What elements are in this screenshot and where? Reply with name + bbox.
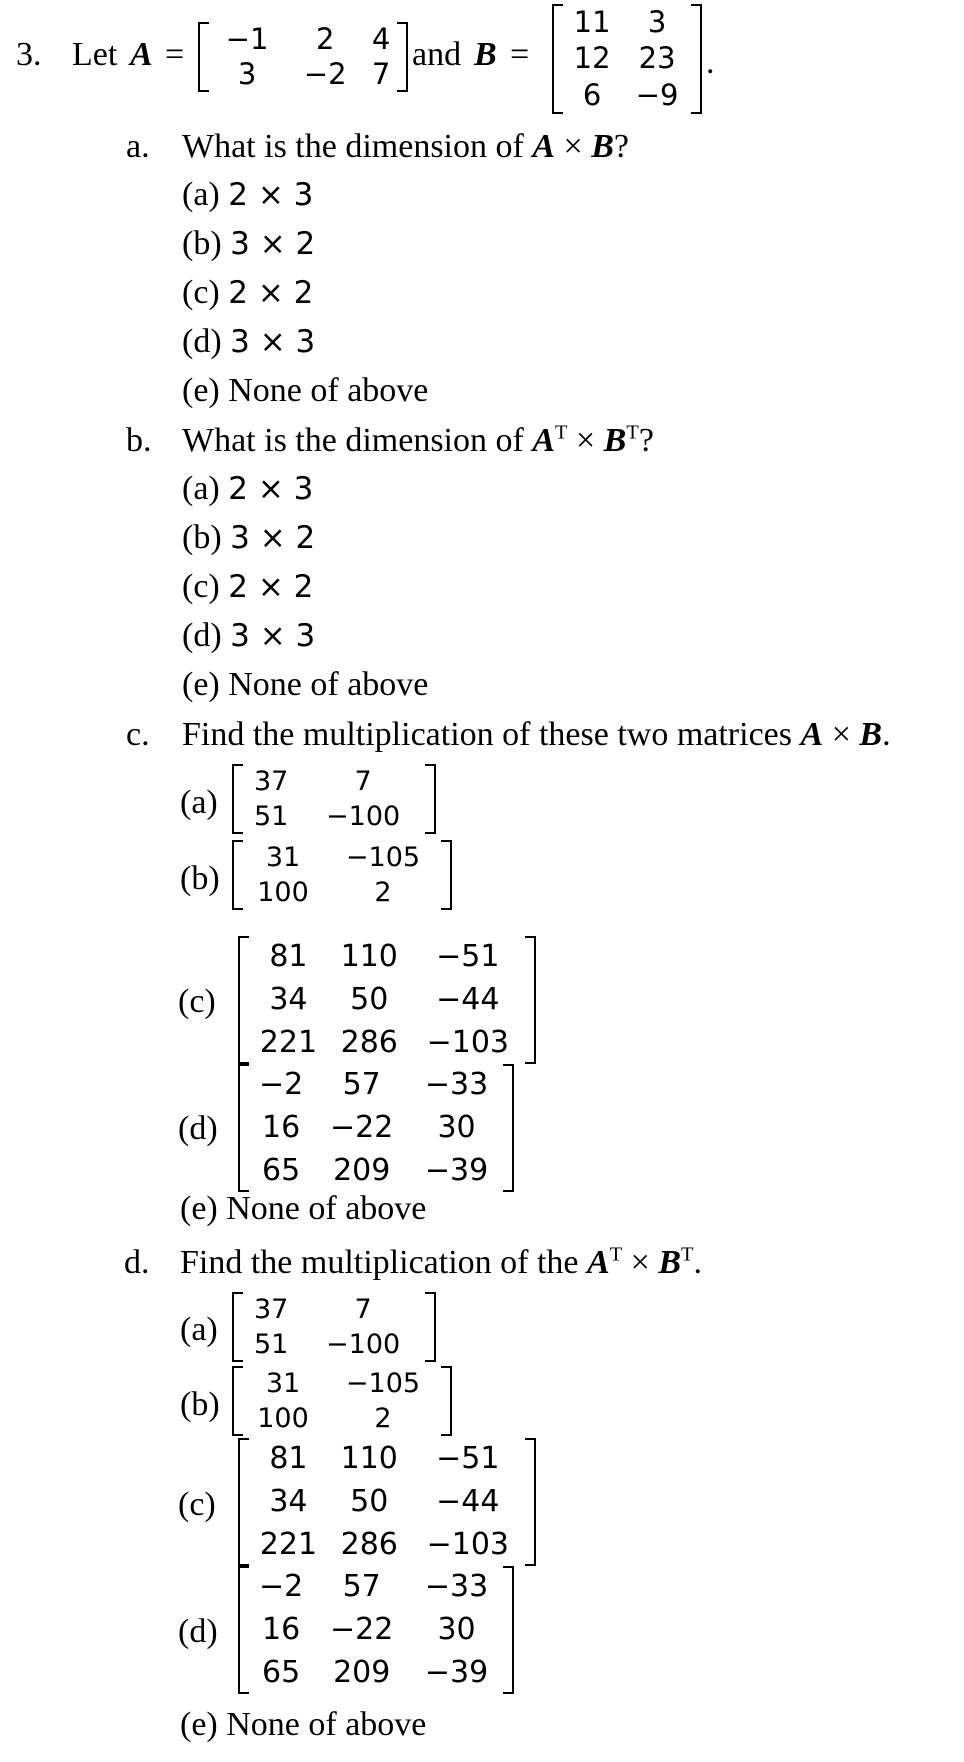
option-label: (a) bbox=[182, 470, 220, 507]
matrix-cell: 37 bbox=[253, 766, 289, 797]
expr-A: A bbox=[532, 128, 556, 165]
option-value: 3 × 3 bbox=[230, 618, 316, 654]
expr-A: A bbox=[587, 1244, 610, 1281]
matrix-cell: 110 bbox=[340, 939, 398, 975]
matrix-cell: 7 bbox=[354, 1294, 372, 1325]
matrix-cell: −33 bbox=[424, 1067, 489, 1103]
times-sign: × bbox=[831, 716, 851, 753]
option-label: (a) bbox=[182, 176, 220, 213]
matrix-cell: 57 bbox=[342, 1067, 381, 1103]
matrix-cell: 81 bbox=[269, 1441, 308, 1477]
matrix-cell: 16 bbox=[262, 1611, 301, 1647]
transpose-sup: T bbox=[555, 421, 568, 444]
matrix-cell: −44 bbox=[436, 981, 500, 1017]
part-d-question bbox=[180, 1244, 702, 1282]
matrix-cell: −1 bbox=[225, 22, 269, 56]
option-label: (e) bbox=[180, 1190, 218, 1227]
option-label: (d) bbox=[182, 617, 222, 654]
expr-B: B bbox=[658, 1244, 682, 1281]
matrix-cell: 31 bbox=[265, 1368, 301, 1399]
option-label: (b) bbox=[180, 1386, 220, 1423]
option-value: 2 × 3 bbox=[228, 177, 314, 213]
equals-sign: = bbox=[510, 36, 530, 73]
option-label: (b) bbox=[180, 860, 220, 897]
part-b-question bbox=[182, 422, 654, 460]
times-sign: × bbox=[563, 128, 583, 165]
option-matrix-d bbox=[238, 1064, 514, 1192]
option-value: 2 × 2 bbox=[228, 275, 314, 311]
matrix-cell: −39 bbox=[424, 1654, 489, 1690]
option-label: (e) bbox=[180, 1706, 218, 1743]
matrix-cell: 286 bbox=[340, 1526, 398, 1562]
option-value: 2 × 3 bbox=[228, 471, 314, 507]
expr-A: A bbox=[800, 716, 824, 753]
part-b-option bbox=[182, 617, 315, 655]
let-label: Let bbox=[72, 36, 118, 73]
matrix-A bbox=[198, 22, 408, 92]
matrix-cell: 34 bbox=[269, 981, 308, 1017]
option-matrix-a bbox=[232, 764, 436, 834]
option-label: (b) bbox=[182, 519, 222, 556]
transpose-sup: T bbox=[626, 421, 639, 444]
part-d-letter: d. bbox=[124, 1244, 150, 1281]
option-label: (c) bbox=[178, 983, 216, 1020]
matrix-cell: 2 bbox=[374, 877, 392, 908]
option-label: (c) bbox=[182, 568, 220, 605]
part-d-option-e bbox=[180, 1706, 426, 1744]
option-matrix-b bbox=[232, 840, 452, 910]
part-c-question bbox=[182, 716, 891, 754]
option-label: (a) bbox=[180, 784, 218, 821]
part-a-option bbox=[182, 372, 428, 410]
period: . bbox=[882, 716, 891, 753]
matrix-cell: −39 bbox=[424, 1152, 489, 1188]
times-sign: × bbox=[630, 1244, 650, 1281]
expr-B: B bbox=[591, 128, 614, 165]
matrix-cell: −22 bbox=[330, 1109, 394, 1145]
option-value: 3 × 3 bbox=[230, 324, 316, 360]
option-matrix-a bbox=[232, 1292, 436, 1362]
matrix-cell: −22 bbox=[330, 1611, 394, 1647]
part-a-option bbox=[182, 323, 315, 361]
option-matrix-b bbox=[232, 1366, 452, 1436]
matrix-cell: −100 bbox=[326, 801, 401, 832]
matrix-cell: 16 bbox=[262, 1109, 301, 1145]
option-value: None of above bbox=[226, 1706, 427, 1743]
option-label: (d) bbox=[178, 1613, 218, 1650]
part-a-option bbox=[182, 176, 313, 214]
part-a-text: What is the dimension of bbox=[182, 128, 524, 165]
option-value: None of above bbox=[226, 1190, 427, 1227]
option-label: (c) bbox=[182, 274, 220, 311]
option-value: None of above bbox=[228, 666, 429, 703]
matrix-cell: 3 bbox=[237, 57, 257, 91]
part-c-option-e bbox=[180, 1190, 426, 1228]
part-c-letter: c. bbox=[126, 716, 150, 753]
matrix-cell: −2 bbox=[259, 1569, 304, 1605]
matrix-cell: 34 bbox=[269, 1483, 308, 1519]
matrix-cell: −51 bbox=[436, 1441, 500, 1477]
matrix-cell: 51 bbox=[253, 1329, 289, 1360]
option-label: (a) bbox=[180, 1311, 218, 1348]
matrix-cell: −44 bbox=[436, 1483, 500, 1519]
part-a-question bbox=[182, 128, 629, 166]
matrix-cell: 7 bbox=[371, 57, 391, 91]
part-d-text: Find the multiplication of the bbox=[180, 1244, 579, 1281]
matrix-cell: 57 bbox=[342, 1569, 381, 1605]
matrix-cell: 221 bbox=[259, 1526, 318, 1562]
question-number: 3. bbox=[16, 36, 42, 73]
matrix-cell: 30 bbox=[437, 1109, 476, 1145]
times-sign: × bbox=[575, 422, 596, 459]
matrix-cell: 221 bbox=[259, 1024, 318, 1060]
matrix-cell: −2 bbox=[259, 1067, 304, 1103]
part-a-letter: a. bbox=[126, 128, 150, 165]
matrix-cell: 100 bbox=[257, 877, 309, 908]
matrix-A-symbol: A bbox=[130, 36, 153, 73]
matrix-cell: 2 bbox=[315, 22, 335, 56]
option-label: (c) bbox=[178, 1486, 216, 1523]
option-matrix-c bbox=[238, 936, 536, 1064]
and-label: and bbox=[412, 36, 462, 73]
matrix-cell: 100 bbox=[257, 1403, 309, 1434]
question-mark: ? bbox=[613, 128, 629, 165]
period: . bbox=[706, 44, 715, 81]
matrix-cell: 4 bbox=[371, 22, 391, 56]
matrix-cell: −100 bbox=[326, 1329, 401, 1360]
part-b-option bbox=[182, 568, 313, 606]
part-b-option bbox=[182, 470, 313, 508]
matrix-cell: 51 bbox=[253, 801, 289, 832]
matrix-B bbox=[552, 4, 702, 114]
expr-B: B bbox=[603, 422, 627, 459]
matrix-cell: −105 bbox=[345, 1368, 421, 1399]
matrix-cell: 37 bbox=[253, 1294, 289, 1325]
expr-B: B bbox=[859, 716, 883, 753]
period: . bbox=[693, 1244, 703, 1281]
matrix-cell: 6 bbox=[582, 78, 602, 113]
part-b-text: What is the dimension of bbox=[182, 422, 524, 459]
matrix-cell: 65 bbox=[262, 1152, 301, 1188]
matrix-cell: −103 bbox=[426, 1526, 510, 1562]
matrix-cell: −9 bbox=[635, 78, 679, 113]
option-label: (d) bbox=[182, 323, 222, 360]
part-a-option bbox=[182, 274, 313, 312]
matrix-cell: 209 bbox=[333, 1152, 391, 1188]
matrix-B-symbol: B bbox=[474, 36, 497, 73]
part-b-option bbox=[182, 666, 428, 704]
matrix-cell: 3 bbox=[647, 4, 667, 39]
part-b-option bbox=[182, 519, 315, 557]
matrix-cell: 65 bbox=[262, 1654, 301, 1690]
option-label: (b) bbox=[182, 225, 222, 262]
matrix-cell: −51 bbox=[436, 939, 500, 975]
matrix-cell: 50 bbox=[350, 981, 389, 1017]
matrix-cell: 30 bbox=[437, 1611, 476, 1647]
part-b-letter: b. bbox=[126, 422, 152, 459]
matrix-cell: 12 bbox=[573, 41, 611, 76]
option-matrix-c bbox=[238, 1438, 536, 1566]
option-matrix-d bbox=[238, 1566, 514, 1694]
matrix-cell: −105 bbox=[345, 842, 421, 873]
transpose-sup: T bbox=[609, 1243, 623, 1266]
matrix-cell: −2 bbox=[303, 57, 347, 91]
matrix-cell: 7 bbox=[354, 766, 372, 797]
matrix-cell: 50 bbox=[350, 1483, 389, 1519]
matrix-cell: 110 bbox=[340, 1441, 398, 1477]
matrix-cell: 11 bbox=[573, 4, 611, 39]
equals-sign: = bbox=[165, 36, 185, 73]
option-value: 3 × 2 bbox=[230, 520, 316, 556]
matrix-cell: −103 bbox=[426, 1024, 510, 1060]
option-label: (e) bbox=[182, 372, 220, 409]
matrix-cell: 2 bbox=[374, 1403, 392, 1434]
matrix-cell: 23 bbox=[638, 41, 676, 76]
transpose-sup: T bbox=[681, 1243, 694, 1266]
question-mark: ? bbox=[638, 422, 654, 459]
option-label: (d) bbox=[178, 1110, 218, 1147]
option-value: 3 × 2 bbox=[230, 226, 316, 262]
part-a-option bbox=[182, 225, 315, 263]
option-value: 2 × 2 bbox=[228, 569, 314, 605]
matrix-cell: 31 bbox=[265, 842, 301, 873]
expr-A: A bbox=[532, 422, 556, 459]
option-label: (e) bbox=[182, 666, 220, 703]
matrix-cell: 286 bbox=[340, 1024, 398, 1060]
part-c-text: Find the multiplication of these two matrices bbox=[182, 716, 792, 753]
matrix-cell: 81 bbox=[269, 939, 308, 975]
matrix-cell: 209 bbox=[333, 1654, 391, 1690]
matrix-cell: −33 bbox=[424, 1569, 489, 1605]
option-value: None of above bbox=[228, 372, 429, 409]
